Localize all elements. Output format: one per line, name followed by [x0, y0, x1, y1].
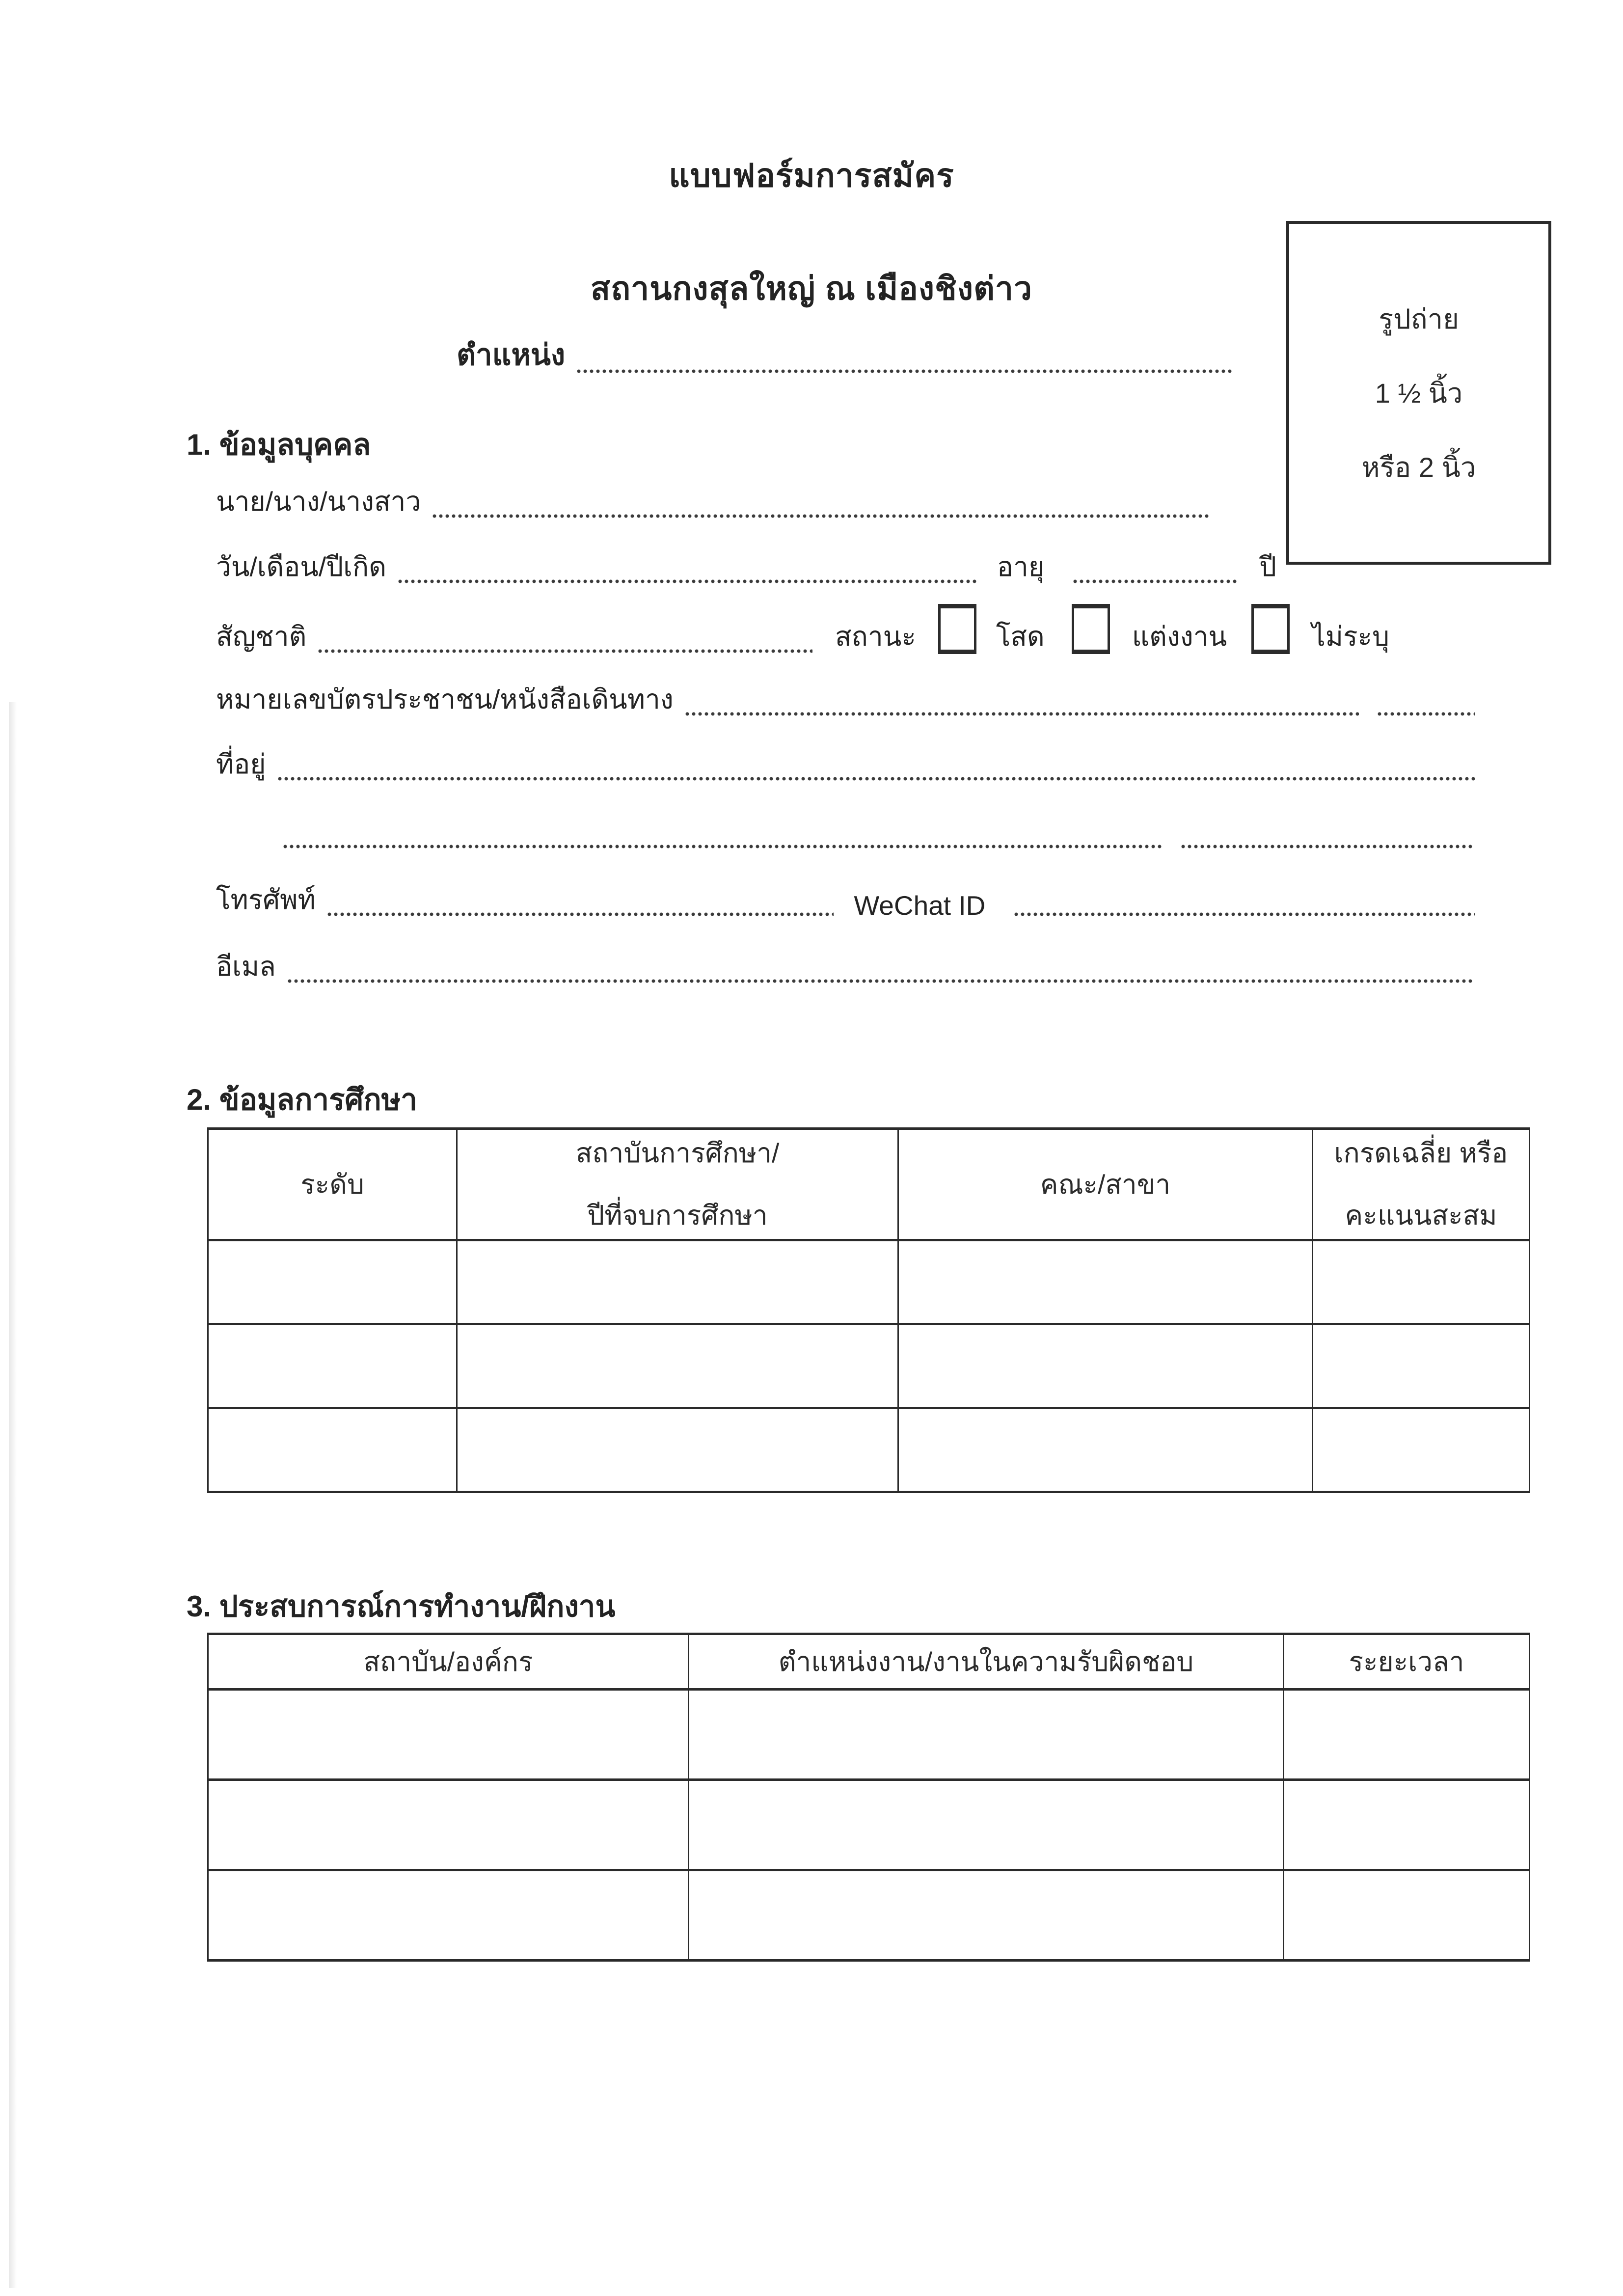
- experience-cell: [1284, 1870, 1530, 1961]
- education-cell: [898, 1324, 1313, 1408]
- fill-line-gap: [1165, 849, 1180, 853]
- education-header-institution-line-2: ปีที่จบการศึกษา: [587, 1200, 768, 1230]
- address-row: [216, 746, 1478, 786]
- address-fill-line: [277, 777, 1475, 781]
- education-cell: [457, 1324, 898, 1408]
- education-header-level-text: ระดับ: [300, 1169, 364, 1200]
- education-header-institution-line-1: สถาบันการศึกษา/: [575, 1138, 780, 1168]
- address-continuation-fill-line-2: [1180, 845, 1475, 848]
- education-header-gpa-line-1: เกรดเฉลี่ย หรือ: [1334, 1138, 1508, 1168]
- nationality-fill-line: [317, 649, 812, 653]
- email-row: [216, 949, 1478, 988]
- status-checkbox-unspecified: [1251, 604, 1290, 654]
- experience-cell: [689, 1780, 1284, 1870]
- education-cell: [208, 1408, 457, 1492]
- id-passport-fill-line-2: [1377, 712, 1475, 716]
- experience-table: [207, 1633, 1530, 1962]
- education-cell: [457, 1240, 898, 1324]
- phone-label: โทรศัพท์: [216, 884, 316, 915]
- email-label: อีเมล: [216, 951, 276, 982]
- nationality-status-row: [216, 609, 1389, 658]
- education-header-row: [208, 1129, 1530, 1240]
- education-header-faculty-text: คณะ/สาขา: [1040, 1169, 1171, 1200]
- education-header-institution: [457, 1129, 898, 1240]
- status-label: สถานะ: [835, 621, 916, 652]
- education-header-gpa-line-2: คะแนนสะสม: [1345, 1200, 1497, 1230]
- position-row: [457, 335, 1237, 378]
- education-header-level: [208, 1129, 457, 1240]
- id-passport-row: [216, 682, 1478, 721]
- experience-cell: [1284, 1780, 1530, 1870]
- name-label: นาย/นาง/นางสาว: [216, 486, 421, 517]
- education-cell: [208, 1324, 457, 1408]
- scanner-edge-artifact: [9, 702, 17, 2288]
- status-option-single-label: โสด: [996, 621, 1045, 652]
- experience-cell: [208, 1870, 689, 1961]
- experience-header-organization-text: สถาบัน/องค์กร: [363, 1646, 533, 1677]
- education-cell: [457, 1408, 898, 1492]
- experience-cell: [208, 1690, 689, 1780]
- experience-row: [208, 1690, 1530, 1780]
- name-row: [216, 484, 1213, 523]
- section-3-heading: 3. ประสบการณ์การทำงาน/ฝึกงาน: [187, 1590, 616, 1623]
- id-passport-label: หมายเลขบัตรประชาชน/หนังสือเดินทาง: [216, 684, 674, 714]
- education-cell: [898, 1240, 1313, 1324]
- experience-header-row: [208, 1634, 1530, 1690]
- birthdate-label: วัน/เดือน/ปีเกิด: [216, 551, 386, 582]
- phone-wechat-row: [216, 882, 1478, 921]
- address-label: ที่อยู่: [216, 749, 266, 779]
- address-continuation-row: [282, 814, 1478, 853]
- experience-header-position: [689, 1634, 1284, 1690]
- age-unit-label: ปี: [1259, 551, 1276, 582]
- experience-row: [208, 1870, 1530, 1961]
- experience-header-position-text: ตำแหน่งงาน/งานในความรับผิดชอบ: [778, 1646, 1194, 1677]
- education-cell: [1313, 1240, 1530, 1324]
- id-passport-fill-line: [684, 712, 1359, 716]
- status-checkbox-single: [938, 604, 976, 654]
- email-fill-line: [287, 979, 1475, 983]
- education-cell: [1313, 1408, 1530, 1492]
- education-header-faculty: [898, 1129, 1313, 1240]
- experience-header-duration-text: ระยะเวลา: [1349, 1646, 1464, 1677]
- experience-cell: [1284, 1690, 1530, 1780]
- form-subtitle: สถานกงสุลใหญ่ ณ เมืองชิงต่าว: [590, 270, 1033, 306]
- education-table: [207, 1127, 1530, 1493]
- education-cell: [898, 1408, 1313, 1492]
- wechat-id-label: WeChat ID: [854, 890, 986, 921]
- status-option-married-label: แต่งงาน: [1132, 621, 1227, 652]
- education-row: [208, 1240, 1530, 1324]
- education-row: [208, 1408, 1530, 1492]
- experience-header-organization: [208, 1634, 689, 1690]
- photo-box: [1286, 221, 1551, 565]
- education-cell: [208, 1240, 457, 1324]
- education-row: [208, 1324, 1530, 1408]
- section-2-heading: 2. ข้อมูลการศึกษา: [187, 1083, 417, 1116]
- photo-box-line-1: รูปถ่าย: [1379, 303, 1459, 334]
- birthdate-fill-line: [397, 579, 977, 583]
- form-title: แบบฟอร์มการสมัคร: [669, 157, 954, 193]
- experience-cell: [689, 1690, 1284, 1780]
- nationality-label: สัญชาติ: [216, 621, 307, 652]
- status-option-unspecified-label: ไม่ระบุ: [1312, 621, 1389, 652]
- experience-header-duration: [1284, 1634, 1530, 1690]
- experience-cell: [689, 1870, 1284, 1961]
- phone-fill-line: [326, 912, 834, 916]
- name-fill-line: [432, 514, 1210, 518]
- age-fill-line: [1072, 579, 1239, 583]
- position-fill-line: [576, 369, 1234, 373]
- position-label: ตำแหน่ง: [457, 338, 566, 371]
- wechat-id-fill-line: [1013, 912, 1475, 916]
- birthdate-row: [216, 549, 1276, 588]
- age-label: อายุ: [997, 551, 1045, 582]
- experience-cell: [208, 1780, 689, 1870]
- status-checkbox-married: [1072, 604, 1110, 654]
- education-cell: [1313, 1324, 1530, 1408]
- section-1-heading: 1. ข้อมูลบุคคล: [187, 428, 371, 461]
- experience-row: [208, 1780, 1530, 1870]
- fill-line-gap: [1362, 717, 1377, 721]
- education-header-gpa: [1313, 1129, 1530, 1240]
- photo-box-line-2: 1 ½ นิ้ว: [1375, 377, 1463, 409]
- photo-box-line-3: หรือ 2 นิ้ว: [1361, 451, 1476, 483]
- address-continuation-fill-line: [282, 845, 1163, 848]
